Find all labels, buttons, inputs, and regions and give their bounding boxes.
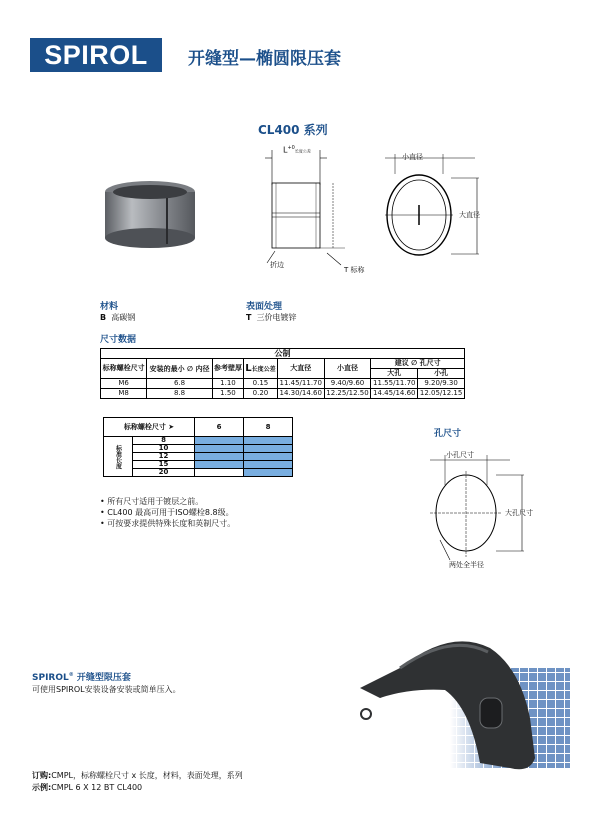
material-value: B 高碳钢 [100,313,136,322]
example-line: 示例:CMPL 6 X 12 BT CL400 [32,783,143,792]
length-dim-label: $L^{+0}$长度公差 [283,145,311,155]
promo-text: 可使用SPIROL安装设备安装或简单压入。 [32,685,181,694]
major-diameter-label: 大直径 [459,211,480,219]
finish-value: T 三价电镀锌 [246,313,297,322]
size-col-8: 8 [244,418,293,437]
col-bolt-size: 标称螺栓尺寸 [101,359,147,379]
col-hole-minor: 小孔 [418,369,465,379]
col-min-id: 安装的最小 ∅ 内径 [147,359,213,379]
unit-header: 公制 [101,349,465,359]
size-col-6: 6 [195,418,244,437]
col-minor: 小直径 [324,359,371,379]
hole-size-title: 孔尺寸 [434,429,462,439]
material-label: 材料 [100,302,119,312]
t-nominal-label: T 标称 [344,266,365,274]
finish-label: 表面处理 [246,302,283,312]
col-hole: 建议 ∅ 孔尺寸 [371,359,465,369]
list-item: • 可按要求提供特殊长度和英制尺寸。 [100,519,236,528]
col-length-tol: L长度公差 [244,359,278,379]
arrow-right-icon: ➤ [168,422,175,431]
table-row: M6 6.8 1.10 0.15 11.45/11.70 9.40/9.60 11.55/11.70 9.20/9.30 [101,379,465,389]
installation-equipment-image [340,628,570,778]
standard-length-label: 标准长度 [104,437,133,477]
col-wall: 参考壁厚 [212,359,243,379]
table-row: M8 8.8 1.50 0.20 14.30/14.60 12.25/12.50 14.45/14.60 12.05/12.15 [101,389,465,399]
hole-minor-label: 小孔尺寸 [446,451,474,459]
col-major: 大直径 [277,359,324,379]
page-title: 开缝型—椭圆限压套 [188,49,341,69]
side-view-drawing [245,145,375,275]
minor-diameter-label: 小直径 [402,153,423,161]
promo-heading: SPIROL® 开缝型限压套 [32,672,131,683]
spirol-logo: SPIROL [30,38,162,72]
notes-list [100,496,235,529]
list-item: • 所有尺寸适用于镀层之前。 [100,497,204,506]
spec-table [100,348,465,399]
dimensions-label: 尺寸数据 [100,335,137,345]
col-hole-major: 大孔 [371,369,418,379]
sleeve-photo [95,178,215,250]
end-view-drawing [375,150,485,265]
length-table-header: 标称螺栓尺寸 ➤ [104,418,195,437]
fold-label: 折边 [270,261,284,269]
order-line: 订购:CMPL，标称螺栓尺寸 x 长度，材料，表面处理，系列 [32,771,243,780]
hole-radius-label: 两处全半径 [449,561,484,569]
length-table: 标称螺栓尺寸 ➤ 6 8 标准长度 8 10 12 15 20 [103,417,293,477]
hole-major-label: 大孔尺寸 [505,509,533,517]
list-item: • CL400 最高可用于ISO螺栓8.8级。 [100,508,234,517]
series-label: CL400 系列 [258,123,328,137]
